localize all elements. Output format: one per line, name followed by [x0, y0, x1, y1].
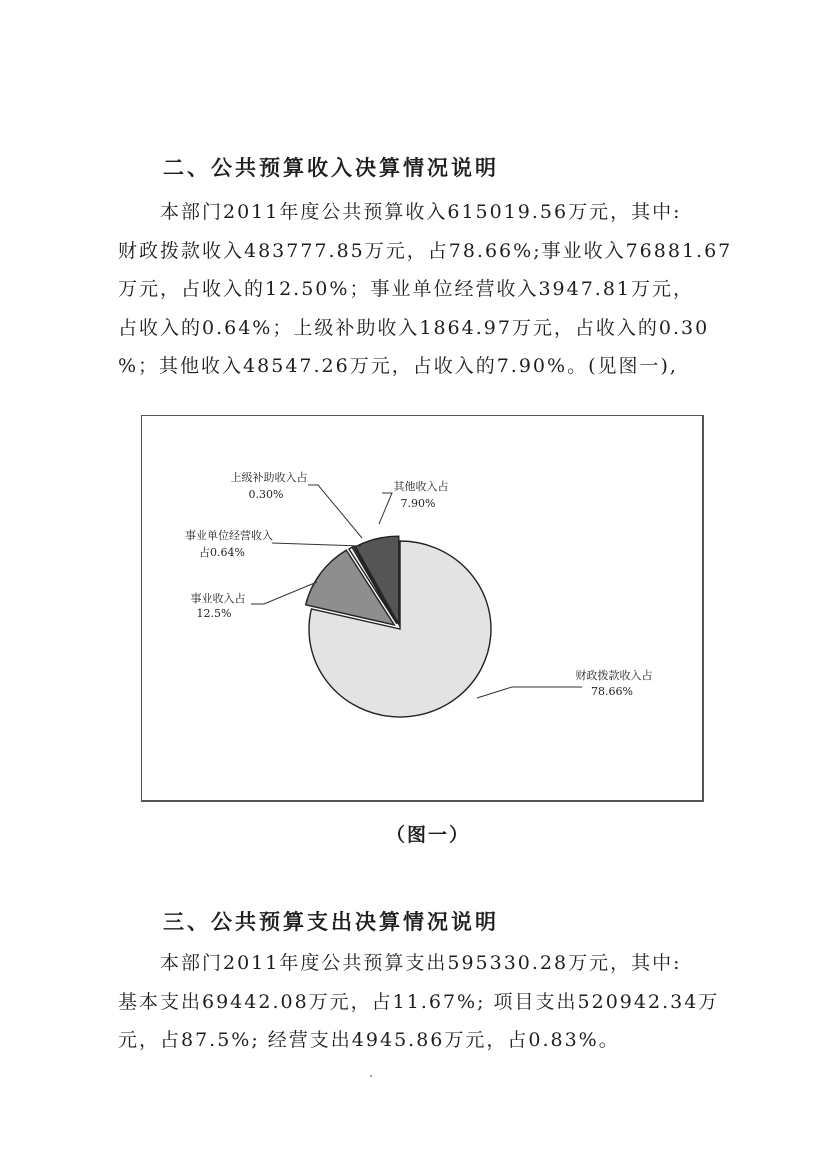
income-pie-chart [141, 415, 704, 802]
figure-caption: （图一） [386, 824, 471, 846]
paragraph-line: 财政拨款收入483777.85万元，占78.66%;事业收入76881.67 [118, 239, 733, 262]
slice-label-shiye-value: 12.5% [196, 607, 232, 620]
leader-line-jingying [272, 543, 361, 546]
slice-label-caizheng-name: 财政拨款收入占 [575, 669, 653, 682]
paragraph-line: 基本支出69442.08万元，占11.67%; 项目支出520942.34万 [118, 990, 720, 1013]
paragraph-line: 占收入的0.64%；上级补助收入1864.97万元，占收入的0.30 [118, 316, 710, 339]
section-3-paragraph [118, 944, 720, 1060]
section-2-heading: 二、公共预算收入决算情况说明 [163, 156, 499, 180]
slice-label-jingying-value: 占0.64% [199, 546, 245, 559]
scan-speck [370, 1075, 372, 1077]
leader-line-caizheng [477, 687, 582, 698]
slice-label-buzhu-name: 上级补助收入占 [230, 471, 308, 484]
slice-label-buzhu-value: 0.30% [248, 488, 284, 501]
slice-label-caizheng-value: 78.66% [591, 685, 633, 698]
leader-line-qita [379, 493, 392, 524]
paragraph-line: 元，占87.5%; 经营支出4945.86万元，占0.83%。 [118, 1029, 620, 1052]
slice-label-shiye-name: 事业收入占 [190, 592, 246, 605]
paragraph-line: 本部门2011年度公共预算支出595330.28万元，其中: [160, 952, 682, 974]
slice-label-qita-value: 7.90% [400, 497, 436, 510]
pie-chart-svg [142, 416, 703, 801]
section-3-heading: 三、公共预算支出决算情况说明 [163, 910, 499, 934]
section-2-paragraph [118, 193, 733, 386]
paragraph-line: %；其他收入48547.26万元，占收入的7.90%。(见图一), [118, 355, 678, 378]
paragraph-line: 本部门2011年度公共预算收入615019.56万元，其中: [160, 201, 682, 223]
slice-label-jingying-name: 事业单位经营收入 [185, 529, 273, 542]
paragraph-line: 万元，占收入的12.50%；事业单位经营收入3947.81万元， [118, 278, 695, 301]
leader-line-buzhu [308, 485, 362, 538]
slice-label-qita-name: 其他收入占 [393, 480, 449, 493]
